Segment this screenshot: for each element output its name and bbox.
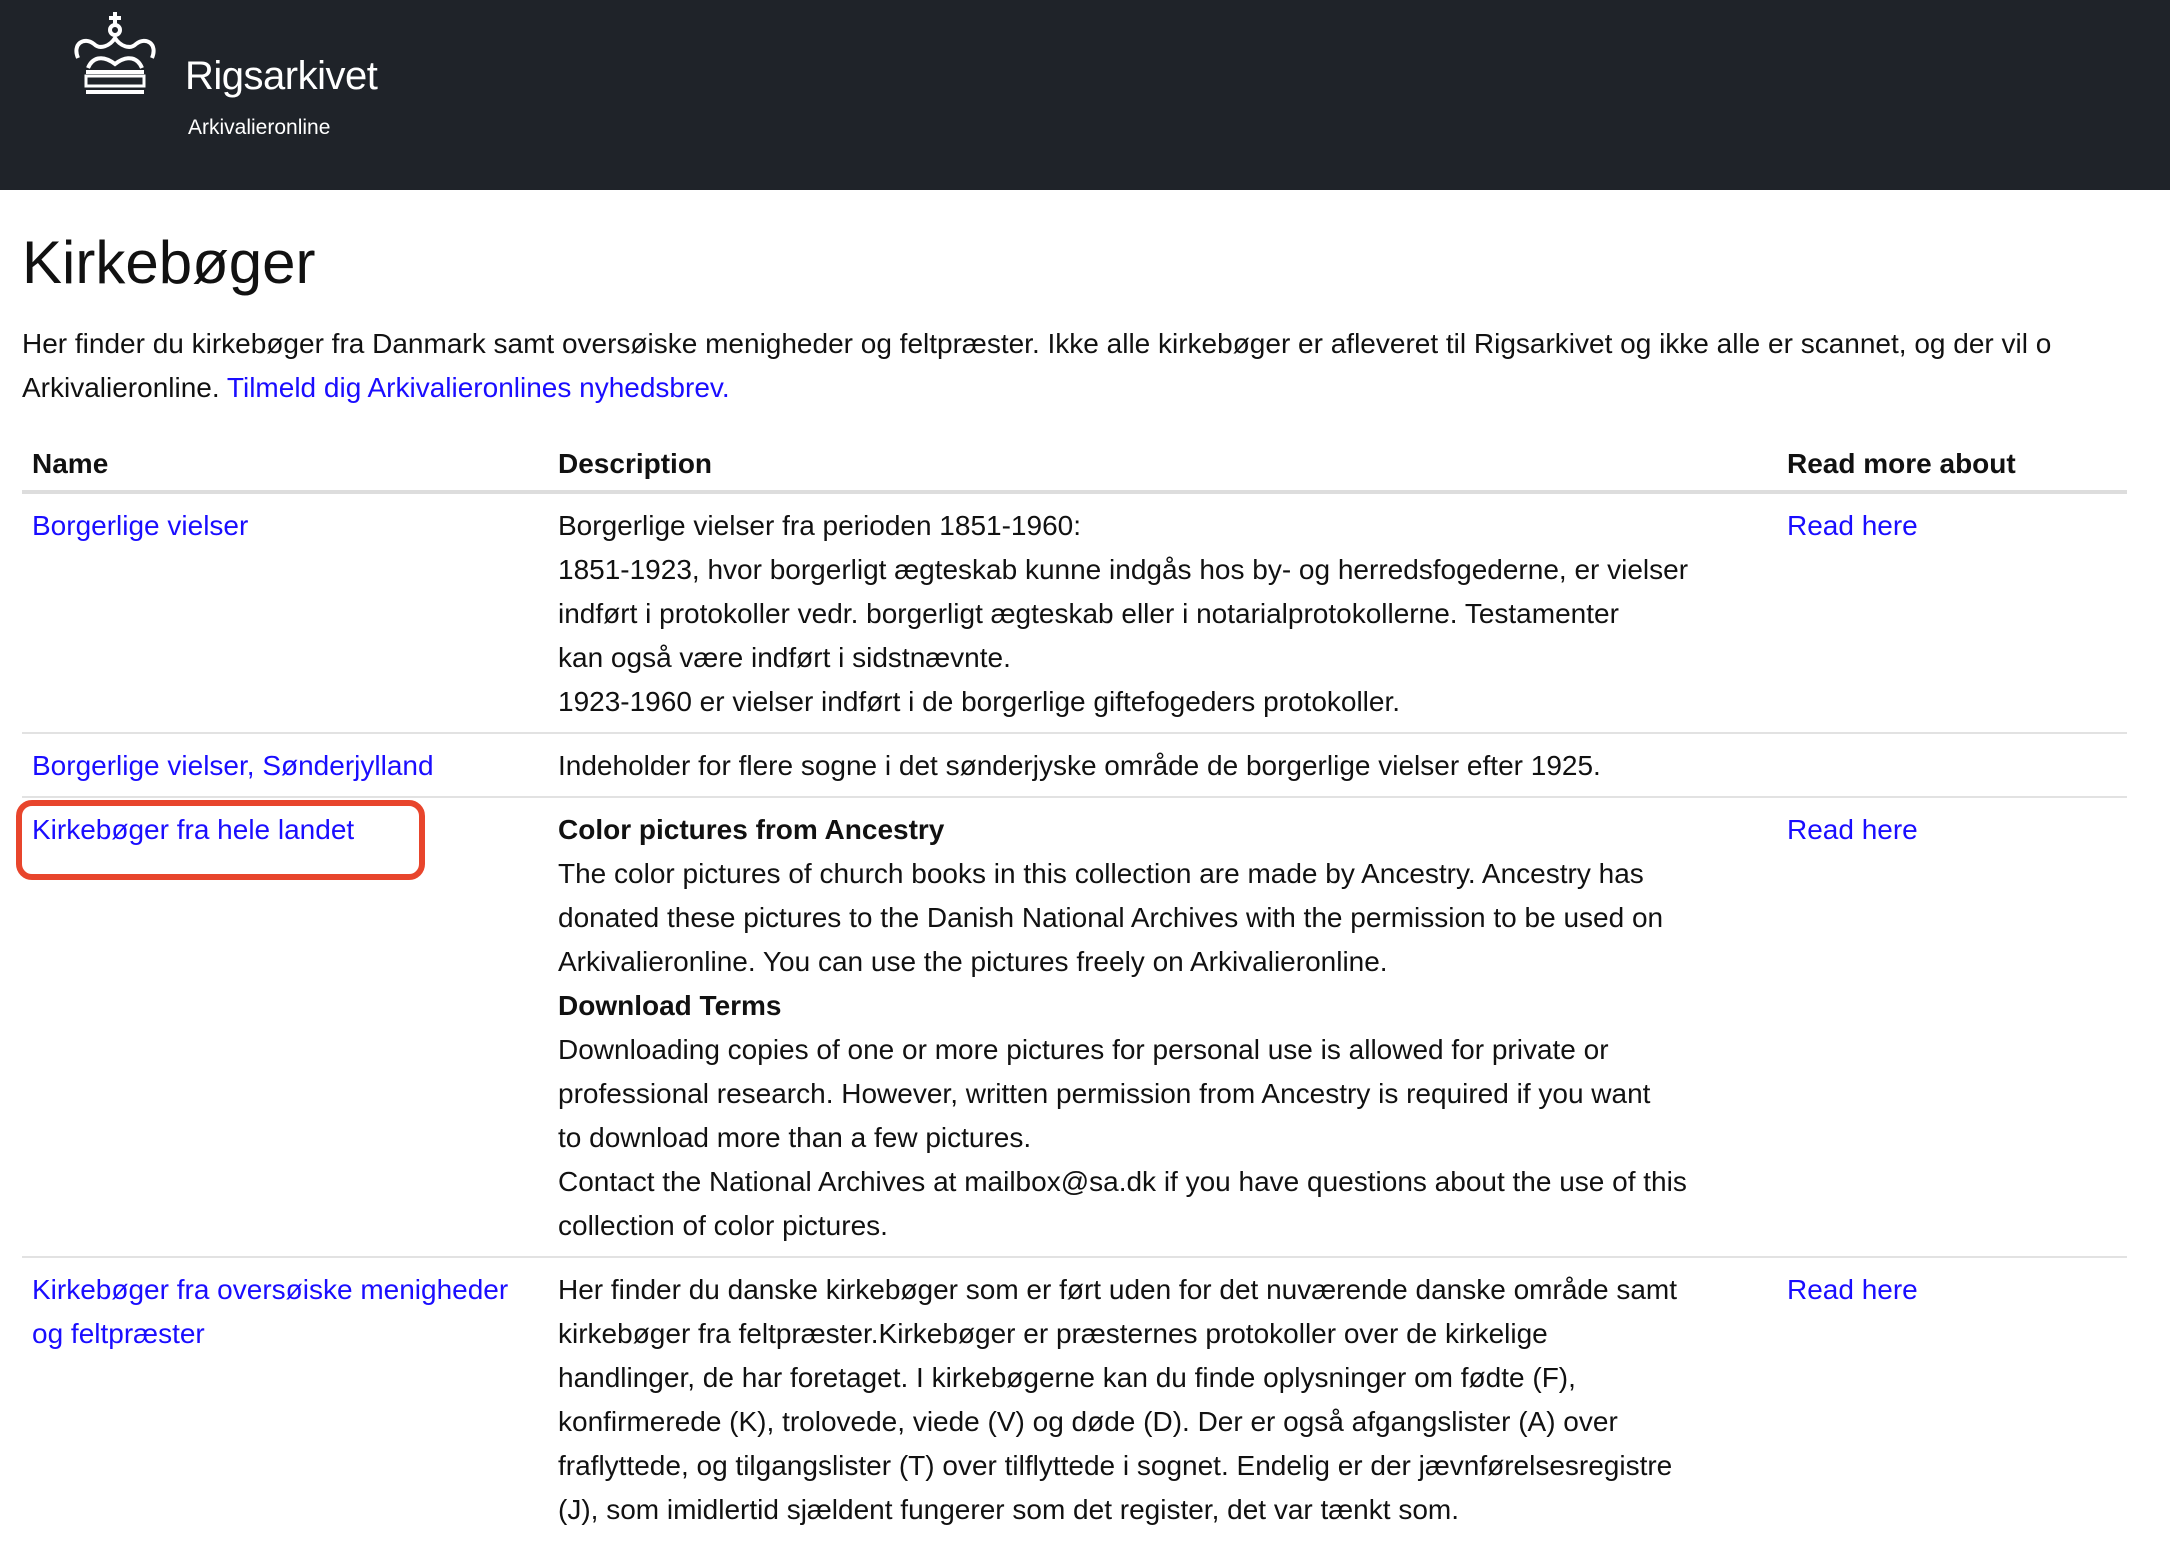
description-heading: Download Terms (558, 990, 782, 1021)
description-line: konfirmerede (K), trolovede, viede (V) og døde (D). Der er også afgangslister (A) over (558, 1406, 1618, 1437)
description (558, 808, 1798, 1248)
description-line: Contact the National Archives at mailbox@sa.dk if you have questions about the use of this (558, 1166, 1687, 1197)
description-line: The color pictures of church books in this collection are made by Ancestry. Ancestry has (558, 858, 1644, 889)
description-line: kan også være indført i sidstnævnte. (558, 642, 1011, 673)
table-header (22, 438, 2127, 494)
description-line: collection of color pictures. (558, 1210, 888, 1241)
intro-line-1: Her finder du kirkebøger fra Danmark samt oversøiske menigheder og feltpræster. Ikke alle kirkebøger er afleveret til Rigsarkivet og ikke alle er scannet, og der vil o (22, 328, 2052, 359)
description-line: Borgerlige vielser fra perioden 1851-1960: (558, 510, 1081, 541)
description (558, 504, 1798, 724)
page-title: Kirkebøger (22, 229, 316, 296)
column-header-description: Description (558, 448, 713, 479)
table-row (22, 734, 2127, 798)
description-line: kirkebøger fra feltpræster.Kirkebøger er præsternes protokoller over de kirkelige (558, 1318, 1548, 1349)
description-line: professional research. However, written permission from Ancestry is required if you want (558, 1078, 1651, 1109)
description-line: to download more than a few pictures. (558, 1122, 1032, 1153)
intro-text (22, 322, 2051, 410)
column-header-read-more: Read more about (1787, 448, 2016, 479)
description-line: 1851-1923, hvor borgerligt ægteskab kunne indgås hos by- og herredsfogederne, er vielser (558, 554, 1689, 585)
description-line: indført i protokoller vedr. borgerligt ægteskab eller i notarialprotokollerne. Testamenter (558, 598, 1619, 629)
collection-link[interactable]: Kirkebøger fra hele landet (32, 814, 355, 845)
description-line: Arkivalieronline. You can use the pictures freely on Arkivalieronline. (558, 946, 1388, 977)
description-heading: Color pictures from Ancestry (558, 814, 945, 845)
table-row (22, 798, 2127, 1258)
description-line: (J), som imidlertid sjældent fungerer som det register, det var tænkt som. (558, 1494, 1459, 1525)
description (558, 744, 1798, 788)
description (558, 1268, 1798, 1532)
description-line: Downloading copies of one or more pictures for personal use is allowed for private or (558, 1034, 1609, 1065)
description-line: handlinger, de har foretaget. I kirkebøgerne kan du finde oplysninger om fødte (F), (558, 1362, 1576, 1393)
description-line: Indeholder for flere sogne i det sønderjyske område de borgerlige vielser efter 1925. (558, 750, 1601, 781)
brand-name[interactable]: Rigsarkivet (185, 54, 378, 98)
newsletter-link[interactable]: Tilmeld dig Arkivalieronlines nyhedsbrev. (226, 372, 730, 403)
highlight-box (16, 800, 425, 880)
collection-link[interactable] (32, 1268, 562, 1356)
description-line: donated these pictures to the Danish National Archives with the permission to be used on (558, 902, 1664, 933)
collection-link-line: Kirkebøger fra oversøiske menigheder (32, 1274, 509, 1305)
description-line: fraflyttede, og tilgangslister (T) over tilflyttede i sognet. Endelig er der jævnførelsesregistre (558, 1450, 1673, 1481)
collections-table (22, 438, 2127, 1540)
site-header (0, 0, 2170, 190)
intro-line-2: Arkivalieronline. (22, 372, 220, 403)
read-here-link[interactable]: Read here (1787, 1274, 1918, 1305)
column-header-name: Name (32, 448, 109, 479)
description-line: 1923-1960 er vielser indført i de borgerlige giftefogeders protokoller. (558, 686, 1401, 717)
table-row (22, 494, 2127, 734)
collection-link[interactable]: Borgerlige vielser (32, 510, 249, 541)
collection-link[interactable]: Borgerlige vielser, Sønderjylland (32, 750, 434, 781)
collection-link-line: og feltpræster (32, 1318, 205, 1349)
crown-icon (70, 10, 160, 96)
read-here-link[interactable]: Read here (1787, 814, 1918, 845)
table-row (22, 1258, 2127, 1540)
read-here-link[interactable]: Read here (1787, 510, 1918, 541)
description-line: Her finder du danske kirkebøger som er ført uden for det nuværende danske område samt (558, 1274, 1677, 1305)
brand-subtitle: Arkivalieronline (188, 116, 331, 139)
